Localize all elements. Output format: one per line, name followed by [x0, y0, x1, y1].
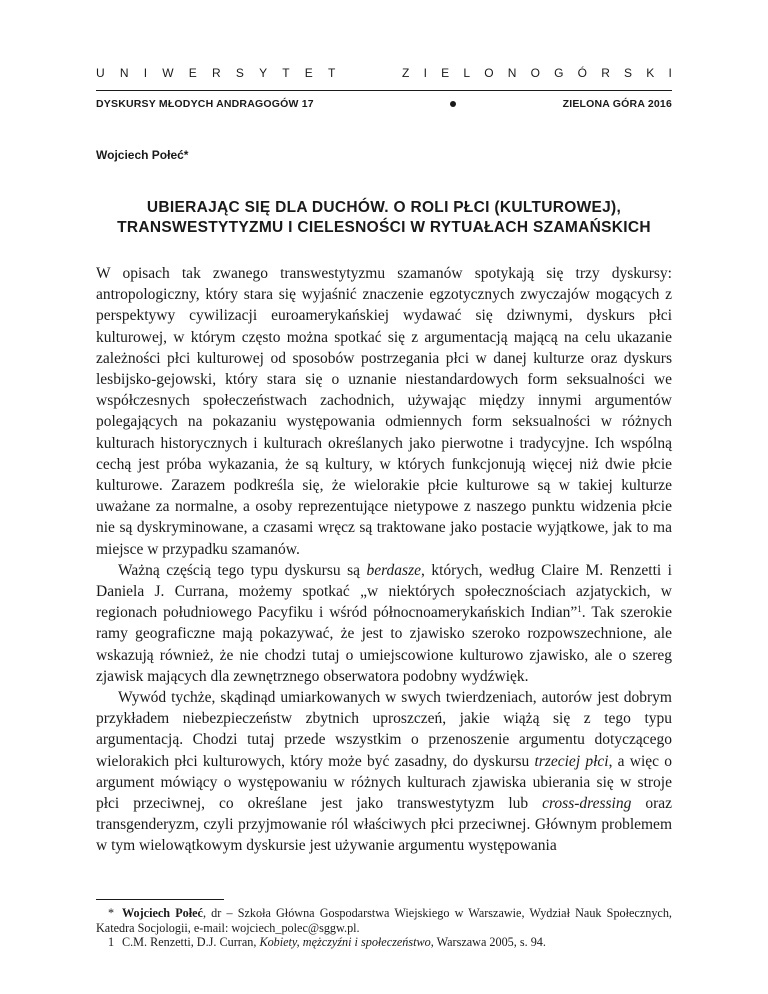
paragraph-2: [96, 560, 672, 687]
footnote-author: [96, 906, 672, 935]
header-university-right: ZIELONOGÓRSKI: [402, 66, 686, 80]
article-title: [96, 198, 672, 238]
footnote-1-text-b: , Warszawa 2005, s. 94.: [430, 935, 546, 950]
title-line-2: TRANSWESTYTYZMU I CIELESNOŚCI W RYTUAŁACH SZAMAŃSKICH: [117, 219, 651, 236]
running-header: [96, 66, 686, 80]
p3-text-b: , a więc o argument mówiący o występowaniu w różnych kulturach zjawiska ubierania się w stroje płci przeciwnej, co określane jest jako transwestytyzm lub: [96, 752, 673, 813]
p3-emphasis-2: cross-dressing: [542, 795, 632, 813]
p2-emphasis: berdasze: [366, 561, 421, 579]
footnote-1-title: Kobiety, mężczyźni i społeczeństwo: [259, 935, 431, 950]
p2-text-c: . Tak szerokie ramy geograficzne mają pokazywać, że jest to zjawisko szeroko rozpowszechnione, ale wskazują również, że nie chodzi tutaj o umiejscowione kulturowo zjawisko, ale o szereg zjawisk mających dla zewnętrznego obserwatora podobny wydźwięk.: [96, 604, 672, 685]
p3-text-c: oraz transgenderyzm, czyli przyjmowanie ról właściwych płci przeciwnej. Głównym problemem w tym wielowątkowym dyskursie jest używanie argumentu występowania: [96, 795, 672, 855]
bullet-icon: [450, 101, 456, 107]
p3-text-a: Wywód tychże, skądinąd umiarkowanych w swych twierdzeniach, autorów jest dobrym przykładem niebezpieczeństw zbytnich uproszczeń, jakie wiążą się z tego typu argumentacją. Chodzi tutaj przede wszystkim o przenoszenie argumentu dotyczącego wielorakich płci kulturowych, który może być zasadny, do dyskursu: [96, 689, 672, 770]
p2-text-a: Ważną częścią tego typu dyskursu są: [118, 561, 367, 579]
paragraph-1: W opisach tak zwanego transwestytyzmu szamanów spotykają się trzy dyskursy: antropologiczny, który stara się wyjaśnić znaczenie egzotycznych zwyczajów mogących z perspektywy cywilizacji euroamerykańskiej wydawać się dziwnymi, dyskurs płci kulturowej, w którym często można spotkać się z argumentacją mającą na celu ukazanie zależności płci kulturowej od sposobów postrzegania płci w danej kulturze oraz dyskurs lesbijsko-gejowski, który stara się o uznanie niestandardowych form seksualności we współczesnych społeczeństwach zachodnich, używając między innymi argumentów polegających na pokazaniu występowania odmiennych form seksualności w różnych kulturach historycznych i kulturach określanych jako pierwotne i tradycyjne. Ich wspólną cechą jest próba wykazania, że są kultury, w których funkcjonują więcej niż dwie płcie kulturowe. Zarazem podkreśla się, że wielorakie płcie kulturowe są w takiej kulturze uważane za normalne, a osoby reprezentujące nietypowe z naszego punktu widzenia płcie nie są dyskryminowane, a czasami wręcz są traktowane jako postacie wyjątkowe, jak to ma miejsce w przypadku szamanów.: [96, 265, 672, 558]
header-university-left: UNIWERSYTET: [96, 66, 351, 80]
footnote-ref-1[interactable]: 1: [577, 604, 582, 615]
footnote-author-name: Wojciech Połeć: [122, 906, 203, 920]
footnote-1: [96, 935, 672, 950]
header-subline: [96, 98, 672, 110]
title-line-1: UBIERAJĄC SIĘ DLA DUCHÓW. O ROLI PŁCI (KULTUROWEJ),: [146, 199, 622, 216]
footnote-rule: [96, 899, 224, 900]
place-year: ZIELONA GÓRA 2016: [562, 98, 672, 110]
paragraph-3: [96, 687, 672, 857]
footnote-mark-1: 1: [108, 935, 115, 950]
footnote-1-text-a: C.M. Renzetti, D.J. Curran,: [122, 935, 260, 950]
footnote-author-text: , dr – Szkoła Główna Gospodarstwa Wiejskiego w Warszawie, Wydział Nauk Społecznych, Katedra Socjologii, e-mail: wojciech_polec@sggw.pl.: [96, 906, 672, 935]
article-body: [96, 263, 672, 857]
header-rule: [96, 90, 672, 91]
footnote-mark-star: *: [108, 906, 115, 920]
p3-emphasis-1: trzeciej płci: [534, 752, 609, 770]
author-name: Wojciech Połeć*: [96, 148, 189, 162]
series-name: DYSKURSY MŁODYCH ANDRAGOGÓW 17: [96, 98, 314, 110]
footnotes: [96, 906, 672, 950]
p2-text-b: , których, według Claire M. Renzetti i Daniela J. Currana, możemy spotkać „w niektórych społecznościach azjatyckich, w regionach południowego Pacyfiku i wśród północnoamerykańskich Indian”: [96, 561, 672, 622]
